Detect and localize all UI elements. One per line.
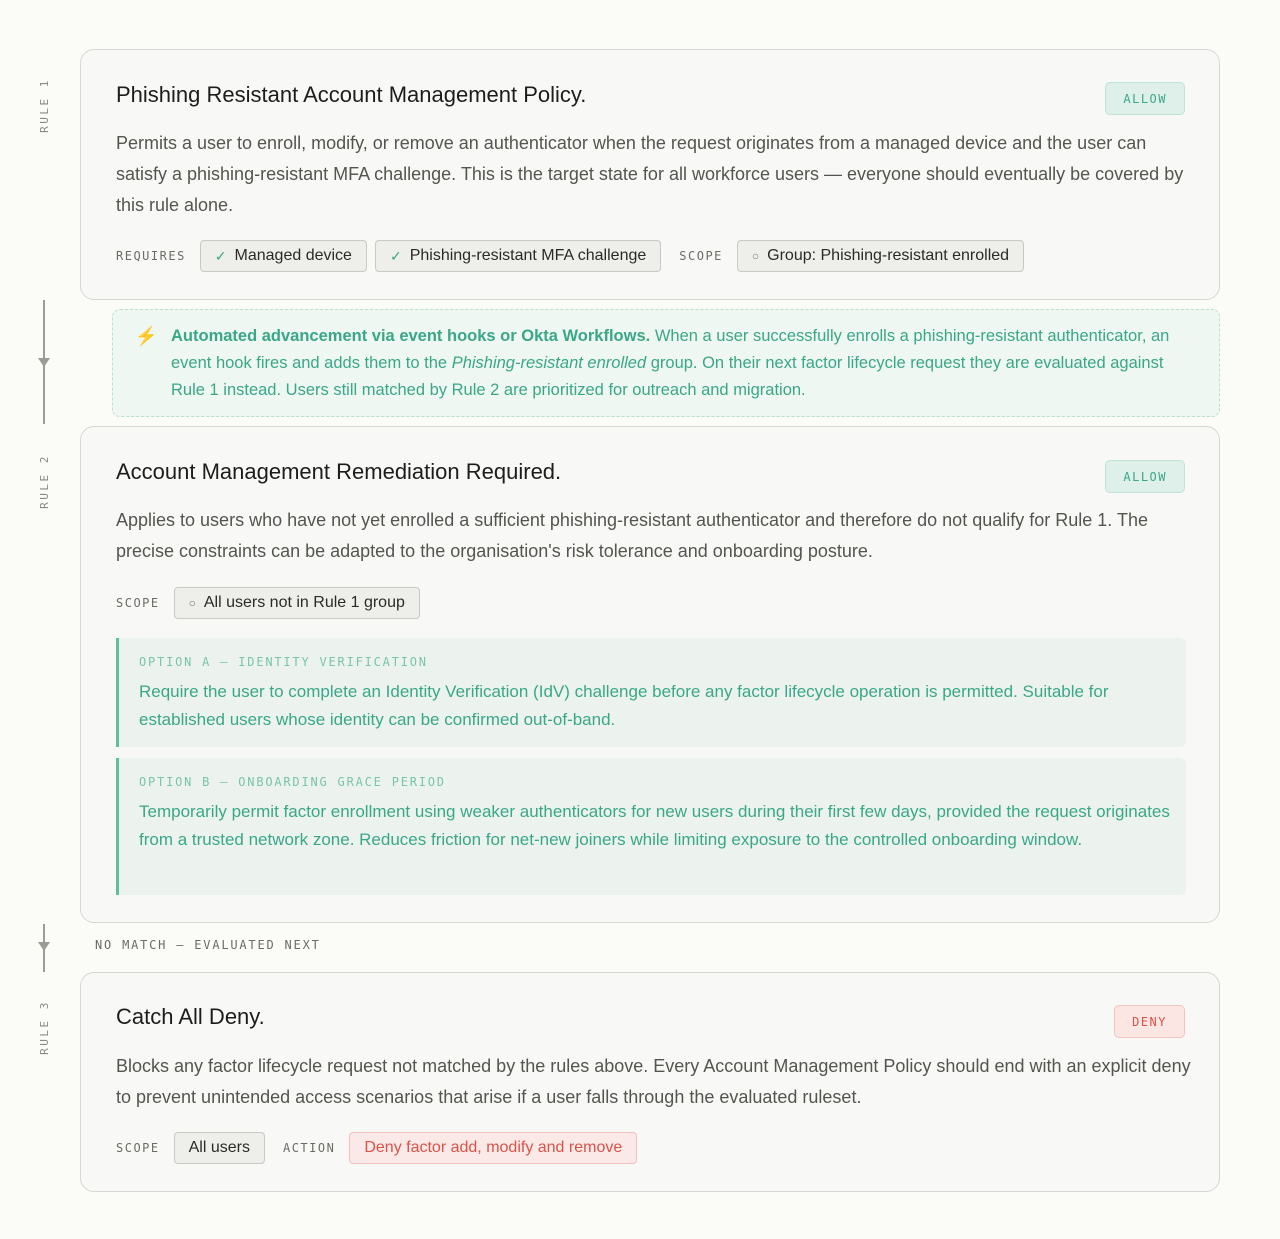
requires-key: REQUIRES: [116, 249, 186, 263]
allow-badge: ALLOW: [1105, 82, 1185, 115]
requires-tag-mfa: ✓ Phishing-resistant MFA challenge: [375, 240, 661, 272]
arrow-down-icon: [38, 942, 50, 951]
no-match-label: NO MATCH — EVALUATED NEXT: [95, 938, 321, 952]
rule-2-label: RULE 2: [37, 453, 51, 509]
option-a-title: OPTION A — IDENTITY VERIFICATION: [139, 655, 428, 669]
rule-1-tags: [116, 240, 1032, 272]
scope-tag: All users: [174, 1132, 265, 1164]
option-b-text: Temporarily permit factor enrollment using weaker authenticators for new users during their first few days, provided the request originates from a trusted network zone. Reduces friction for net-new joiners while limiting exposure to the controlled onboarding window.: [139, 802, 1170, 849]
allow-badge: ALLOW: [1105, 460, 1185, 493]
rule-2-title: Account Management Remediation Required.: [116, 459, 562, 484]
rule-2-description: Applies to users who have not yet enrolled a sufficient phishing-resistant authenticator and therefore do not qualify for Rule 1. The precise constraints can be adapted to the organisation's risk tolerance and onboarding posture.: [116, 510, 1148, 561]
rule-3-tags: [116, 1132, 645, 1164]
circle-icon: ○: [751, 249, 760, 263]
rule-3-description: Blocks any factor lifecycle request not matched by the rules above. Every Account Management Policy should end with an explicit deny to prevent unintended access scenarios that arise if a user falls through the evaluated ruleset.: [116, 1056, 1191, 1107]
arrow-down-icon: [38, 358, 50, 367]
option-b: [116, 758, 1186, 895]
scope-tag: ○ Group: Phishing-resistant enrolled: [737, 240, 1024, 272]
callout-text: Automated advancement via event hooks or Okta Workflows. When a user successfully enrolls a phishing-resistant authenticator, an event hook fires and adds them to the Phishing-resistant enrolled group. On their next factor lifecycle request they are evaluated against Rule 1 instead. Users still matched by Rule 2 are prioritized for outreach and migration.: [171, 327, 1170, 399]
rule-3-title: Catch All Deny.: [116, 1004, 265, 1029]
scope-key: SCOPE: [116, 1141, 160, 1155]
circle-icon: ○: [188, 596, 196, 610]
deny-badge: DENY: [1114, 1005, 1185, 1038]
rule-2-tags: [116, 587, 428, 619]
scope-key: SCOPE: [116, 596, 160, 610]
check-icon: ✓: [214, 247, 227, 264]
requires-tag-managed-device: ✓ Managed device: [200, 240, 367, 272]
action-key: ACTION: [282, 1141, 336, 1155]
option-b-title: OPTION B — ONBOARDING GRACE PERIOD: [139, 775, 446, 789]
automation-callout: [112, 309, 1220, 417]
rule-1-title: Phishing Resistant Account Management Policy.: [116, 82, 587, 107]
action-tag: Deny factor add, modify and remove: [349, 1132, 637, 1164]
rule-3-label: RULE 3: [37, 999, 51, 1055]
scope-key: SCOPE: [679, 249, 723, 263]
lightning-bolt-icon: ⚡: [135, 326, 158, 346]
option-a: [116, 638, 1186, 747]
check-icon: ✓: [389, 247, 402, 264]
rule-1-label: RULE 1: [37, 77, 51, 133]
rule-2-card: [80, 426, 1220, 923]
rule-1-description: Permits a user to enroll, modify, or remove an authenticator when the request originates from a managed device and the user can satisfy a phishing-resistant MFA challenge. This is the target state for all workforce users — everyone should eventually be covered by this rule alone.: [116, 133, 1184, 215]
rule-3-card: [80, 972, 1220, 1192]
option-a-text: Require the user to complete an Identity Verification (IdV) challenge before any factor lifecycle operation is permitted. Suitable for established users whose identity can be confirmed out-of-band.: [139, 682, 1109, 729]
rule-1-card: [80, 49, 1220, 300]
scope-tag: ○ All users not in Rule 1 group: [174, 587, 420, 619]
